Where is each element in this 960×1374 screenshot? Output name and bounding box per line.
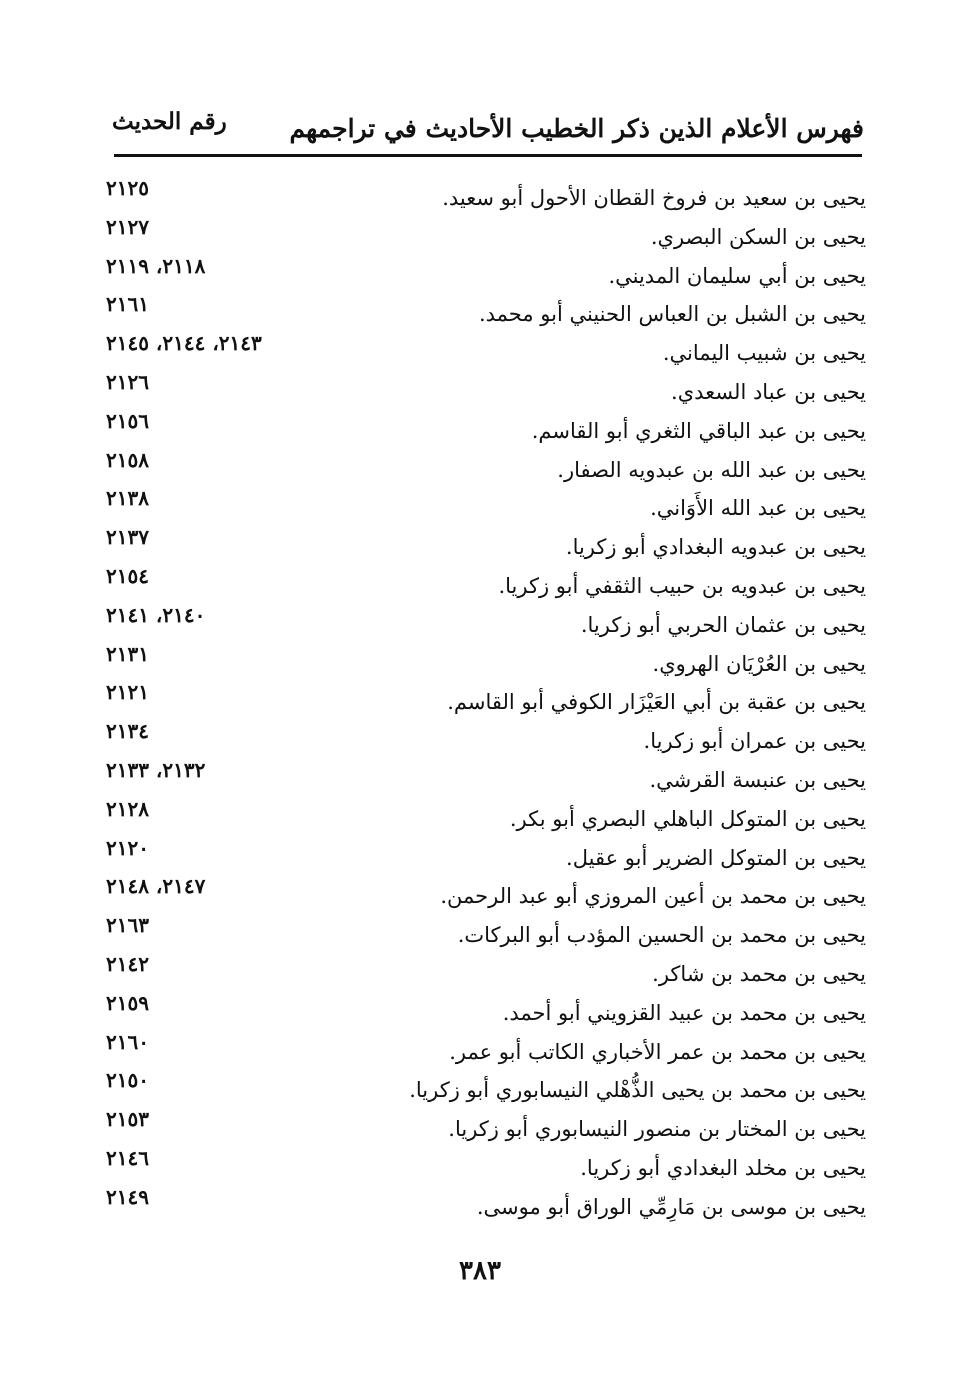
index-entry — [106, 1029, 866, 1071]
entry-name: يحيى بن أبي سليمان المديني. — [608, 263, 866, 288]
page-header — [112, 108, 864, 148]
entry-hadith-numbers: ٢١٢١ — [106, 680, 149, 705]
entry-hadith-numbers: ٢١٢٦ — [106, 369, 149, 394]
entry-name: يحيى بن شبيب اليماني. — [662, 341, 866, 366]
index-entry — [106, 369, 866, 411]
index-entry — [106, 333, 866, 372]
entry-name: يحيى بن عبد الله بن عبدويه الصفار. — [557, 457, 866, 482]
entry-hadith-numbers: ٢١٥٣ — [106, 1107, 149, 1132]
index-entry — [106, 990, 866, 1032]
entry-name: يحيى بن المختار بن منصور النيسابوري أبو زكريا. — [448, 1117, 866, 1142]
index-entries-list — [106, 178, 866, 1226]
index-entry — [106, 408, 866, 450]
entry-name: يحيى بن عبد الباقي الثغري أبو القاسم. — [531, 418, 866, 443]
page-number: ٣٨٣ — [459, 1256, 501, 1286]
entry-hadith-numbers: ٢١٣٤ — [106, 719, 149, 744]
index-entry — [106, 1070, 866, 1109]
index-entry — [106, 1184, 866, 1226]
entry-name: يحيى بن المتوكل الضرير أبو عقيل. — [566, 845, 866, 870]
entry-hadith-numbers: ٢١٥٨ — [106, 447, 149, 472]
index-entry — [106, 602, 866, 644]
entry-hadith-numbers: ٢١٢٨ — [106, 796, 149, 821]
header-rule — [114, 154, 862, 157]
entry-hadith-numbers: ٢١٣٧ — [106, 525, 149, 550]
entry-hadith-numbers: ٢١٥٤ — [106, 563, 149, 588]
entry-hadith-numbers: ٢١٥٦ — [106, 408, 149, 433]
entry-name: يحيى بن محمد بن عبيد القزويني أبو أحمد. — [502, 1000, 866, 1025]
index-entry — [106, 563, 866, 605]
entry-name: يحيى بن المتوكل الباهلي البصري أبو بكر. — [509, 806, 866, 831]
entry-hadith-numbers: ٢١٢٠ — [106, 835, 149, 860]
entry-hadith-numbers: ٢١٢٥ — [106, 176, 149, 200]
index-entry — [106, 178, 866, 217]
index-entry — [106, 876, 866, 915]
entry-name: يحيى بن محمد بن يحيى الذُّهْلي النيسابوري أبو زكريا. — [409, 1078, 866, 1103]
entry-name: يحيى بن محمد بن عمر الأخباري الكاتب أبو عمر. — [449, 1039, 866, 1064]
index-entry — [106, 641, 866, 683]
index-entry — [106, 214, 866, 256]
entry-name: يحيى بن السكن البصري. — [650, 224, 866, 249]
entry-name: يحيى بن عثمان الحربي أبو زكريا. — [580, 612, 866, 637]
entry-hadith-numbers: ٢١٤٩ — [106, 1184, 149, 1209]
entry-hadith-numbers: ٢١٤٠، ٢١٤١ — [106, 602, 206, 627]
entry-hadith-numbers: ٢١٦٣ — [106, 913, 149, 938]
entry-name: يحيى بن عمران أبو زكريا. — [643, 729, 866, 754]
entry-hadith-numbers: ٢١١٨، ٢١١٩ — [106, 253, 206, 278]
index-entry — [106, 527, 866, 566]
index-entry — [106, 915, 866, 954]
entry-name: يحيى بن العُرْيَان الهروي. — [652, 651, 866, 676]
index-entry — [106, 721, 866, 760]
entry-hadith-numbers: ٢١٢٧ — [106, 214, 149, 239]
index-entry — [106, 294, 866, 333]
index-entry — [106, 253, 866, 295]
index-entry — [106, 1109, 866, 1148]
entry-hadith-numbers: ٢١٣٨ — [106, 486, 149, 511]
entry-hadith-numbers: ٢١٦١ — [106, 292, 149, 317]
entry-name: يحيى بن سعيد بن فروخ القطان الأحول أبو سعيد. — [442, 186, 866, 210]
entry-name: يحيى بن عقبة بن أبي العَيْزَار الكوفي أبو القاسم. — [447, 690, 866, 715]
index-entry — [106, 835, 866, 877]
entry-hadith-numbers: ٢١٤٢ — [106, 951, 149, 976]
index-entry — [106, 796, 866, 838]
entry-name: يحيى بن محمد بن شاكر. — [652, 961, 866, 986]
hadith-number-column-label: رقم الحديث — [112, 108, 227, 135]
entry-name: يحيى بن عبدويه بن حبيب الثقفي أبو زكريا. — [498, 573, 866, 598]
entry-name: يحيى بن مخلد البغدادي أبو زكريا. — [580, 1155, 866, 1180]
entry-name: يحيى بن محمد بن أعين المروزي أبو عبد الرحمن. — [440, 884, 866, 909]
index-entry — [106, 1145, 866, 1187]
index-entry — [106, 951, 866, 993]
entry-name: يحيى بن محمد بن الحسين المؤدب أبو البركات. — [457, 923, 866, 948]
index-entry — [106, 682, 866, 721]
entry-hadith-numbers: ٢١٤٦ — [106, 1145, 149, 1170]
entry-hadith-numbers: ٢١٣١ — [106, 641, 149, 666]
entry-name: يحيى بن الشبل بن العباس الحنيني أبو محمد. — [478, 302, 866, 327]
entry-hadith-numbers: ٢١٣٢، ٢١٣٣ — [106, 757, 206, 782]
entry-name: يحيى بن عبدويه البغدادي أبو زكريا. — [565, 535, 866, 560]
index-entry — [106, 447, 866, 489]
entry-name: يحيى بن عبد الله الأَوَاني. — [650, 496, 866, 521]
entry-hadith-numbers: ٢١٤٧، ٢١٤٨ — [106, 874, 206, 899]
entry-hadith-numbers: ٢١٥٠ — [106, 1068, 149, 1093]
entry-hadith-numbers: ٢١٦٠ — [106, 1029, 149, 1054]
entry-name: يحيى بن موسى بن مَارِمِّي الوراق أبو موسى. — [476, 1194, 866, 1219]
entry-name: يحيى بن عنبسة القرشي. — [649, 767, 866, 792]
index-entry — [106, 757, 866, 799]
entry-hadith-numbers: ٢١٥٩ — [106, 990, 149, 1015]
entry-name: يحيى بن عباد السعدي. — [671, 379, 866, 404]
index-title: فهرس الأعلام الذين ذكر الخطيب الأحاديث في تراجمهم — [289, 114, 864, 143]
entry-hadith-numbers: ٢١٤٣، ٢١٤٤، ٢١٤٥ — [106, 331, 262, 356]
index-entry — [106, 488, 866, 527]
